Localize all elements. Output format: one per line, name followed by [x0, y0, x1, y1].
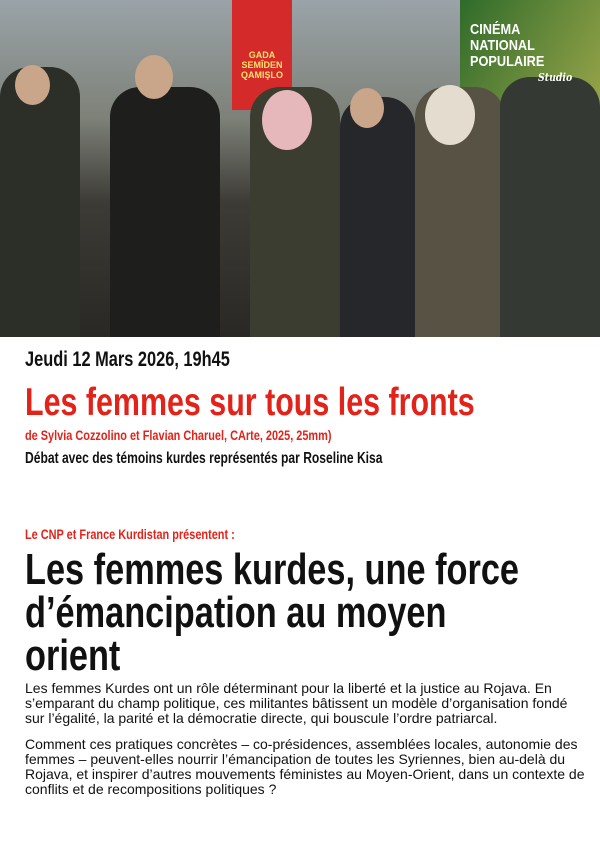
person	[340, 97, 415, 337]
title-line: Les femmes kurdes, une force	[25, 545, 520, 594]
person-head	[15, 65, 50, 105]
feature-body	[25, 681, 590, 808]
person-head	[350, 88, 384, 128]
paragraph: Les femmes Kurdes ont un rôle déterminant pour la liberté et la justice au Rojava. En s’emparant du champ politique, ces militantes bâtissent un modèle d’organisation fondé sur l’égalité, la parité et la démocratie directe, qui bouscule l’ordre patriarcal.	[25, 680, 568, 726]
paragraph: Comment ces pratiques concrètes – co-présidences, assemblées locales, autonomie des femmes – peuvent-elles nourrir l’émancipation de toutes les Syriennes, bien au-delà du Rojava, et inspirer d’autres mouvements féministes au Moyen-Orient, dans un contexte de conflits et de recompositions politiques ?	[25, 736, 585, 797]
cnp-logo	[470, 22, 572, 86]
logo-line: NATIONAL	[470, 37, 535, 54]
hero-photo	[0, 0, 600, 337]
presenters: Le CNP et France Kurdistan présentent :	[25, 526, 235, 542]
person	[0, 67, 80, 337]
debate-info: Débat avec des témoins kurdes représentés par Roseline Kisa	[25, 450, 383, 467]
photo-banner: GADA SEMÎDEN QAMIŞLO	[232, 0, 292, 110]
logo-studio: Studio	[538, 71, 573, 84]
person	[500, 77, 600, 337]
film-title: Les femmes sur tous les fronts	[25, 381, 475, 424]
feature-title	[25, 545, 520, 680]
event-date: Jeudi 12 Mars 2026, 19h45	[25, 348, 230, 371]
person-head	[425, 85, 475, 145]
logo-line: POPULAIRE	[470, 53, 545, 70]
title-line: d’émancipation au moyen	[25, 588, 447, 637]
logo-line: CINÉMA	[470, 21, 521, 38]
person-head	[262, 90, 312, 150]
title-line: orient	[25, 631, 121, 680]
person	[110, 87, 220, 337]
person-head	[135, 55, 173, 99]
film-credits: de Sylvia Cozzolino et Flavian Charuel, CArte, 2025, 25mm)	[25, 427, 332, 443]
